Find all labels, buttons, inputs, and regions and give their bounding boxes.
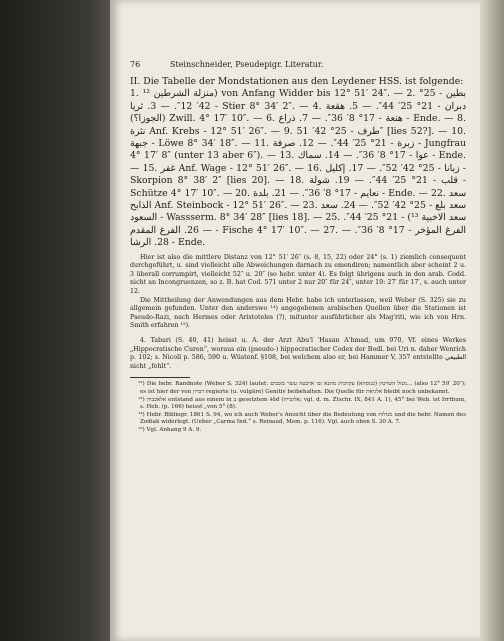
running-title: Steinschneider, Pseudepigr. Literatur.: [170, 60, 324, 69]
footnotes: [130, 381, 466, 434]
section-heading: II. Die Tabelle der Mondstationen aus den Leydener HSS. ist folgende:: [130, 76, 464, 87]
footnote: ¹³) אלאכביה entstand aus einem in ב gesetztem ∂ôd (אלזבייה; vgl. d. m. Ztschr. IX, 841 A. 1), 45° bei Web. ist Irrthum, s. Heb. (p. 166) heisst „von 5° (8).: [138, 396, 466, 411]
book-page: [110, 0, 480, 641]
footnote-divider: [130, 377, 190, 378]
footnote: ¹⁵) Vgl. Anhang 9 A. 9.: [138, 426, 202, 433]
section-mondstationen: [130, 76, 466, 250]
page-edge: [480, 0, 504, 641]
page-content: [130, 56, 466, 435]
footnote: ¹²) Die hebr. Randnote (Weber S. 324) lautet: מנזל השרטין (בנוסחא) עקרבית מתנא ובו ארבעה עשר כוכבים... (also 12° 59′ 20″); es ist hier der von דברון regierte (u. vulgäre) Genitiv beibehalten. Die Quelle für אלגיאת bleibt noch unbekannt.: [138, 381, 466, 395]
remark-paragraph: Die Mittheilung der Anwendungen aus dem Hebr. habe ich unterlassen, weil Weber (S. 325) sie zu allgemein gefunden. Unter den anderswo ¹⁴) angegebenen arabischen Quellen über die Stationen ist Pseudo-Razi, nach Hermes oder Aristoteles (?), mitunter ausführlicher als Mag'riti, wie ich von Hrn. Smith erfahren ¹⁵).: [130, 296, 466, 330]
page-number: 76: [130, 60, 141, 69]
book-gutter: [0, 0, 110, 641]
section-body: 1. منزلة الشرطين ¹²) von Anfang Widder bis 12° 51′ 24″. — 2. بطين - 25° 42′ 12″. — 3. ثريا - Stier 8° 34′ 2″. — 4. دبران - 21° 25′ 44″. — 5. هقعة (الجوزا؟) Zwill. 4° 17′ 10″. — 6. هنعة - 17° 8′ 36″. — 7. ذراع - Ende. — 8. نثرة Anf. Krebs - 12° 51′ 26″. — 9. طرف - 25° 42′ 51″ [lies 52?]. — 10. جبهة - Löwe 8° 34′ 18″. — 11. زبرة - 21° 25′ 44″. — 12. صرفة - Jungfrau 4° 17′ 8″ (unter 13 aber 6″). — 13. عوا - 17° 8′ 36″. — 14. سماك - Ende. — 15. غفر Anf. Wage - 12° 51′ 26″. — 16. زبانا - 25° 42′ 52″. — 17. إكليل - Skorpion 8° 38′ 2″ [lies 20]. — 18. قلب - 21° 25′ 44″. — 19. شولة - Schütze 4° 17′ 10″. — 20. نعايم - 17° 8′ 36″. — 21. بلدة - Ende. — 22. سعد الذابح Anf. Steinbock - 12° 51′ 26″. — 23. سعد بلع - 25° 42′ 52″. — 24. سعد السعود - Wassserm. 8° 34′ 28″ [lies 18]. — 25. سعد الاخبية ¹³) - 21° 25′ 44″. — 26. الفرغ المقدم - Fische 4° 17′ 10″. — 27. الفرغ المؤخر - 17° 8′ 36″. — 28. الرشا - Ende.: [130, 88, 467, 249]
footnote: ¹⁴) Hebr. Bibliogr. 1861 S. 94, wo ich auch Weber's Ansicht über die Bedeutung von מנזלות und die hebr. Namen des Zodiak widerlegt. (Ueber „Carma Ind.“ s. Reinaud, Mem. p. 116). Vgl. auch oben S. 30 A. 7.: [138, 411, 466, 426]
entry-text: 4. Tabari (S. 40, 41) heisst u. A. der Arzt Abu'l 'Hasan A'hmad, um 970, Vf. eines Werkes „Hippocratische Curen“, woraus ein (pseudo-) hippocratischer Codex der Bodl. bei Uri n. daher Wenrich p. 102; s. Nicoll p. 586, 590 u. Wüstenf. §108, bei welchem also er, bei Hammer V, 357 entstellte الطبيعي nicht „fehlt“.: [130, 337, 466, 370]
remarks-block: [130, 254, 466, 331]
remark-paragraph: Hier ist also die mittlere Distanz von 12° 51′ 26″ (s. 8, 15, 22) oder 24° (s. 1) ziemlich consequent durchgeführt, u. sind vielleicht alle Abweichungen darnach zu emendiren; namentlich aber scheint 2 u. 3 überall corrumpirt, vielleicht 52″ u. 20″ (so hebr. unter 4). Es folgt übrigens auch in den arab. Codd. nicht an Incongruenzen, so z. B. hat Cod. 571 unter 2 nur 20″ für 24″, unter 19: 27′ für 17′, s. auch unter 12.: [130, 253, 466, 296]
entry-tabari: [130, 337, 466, 371]
